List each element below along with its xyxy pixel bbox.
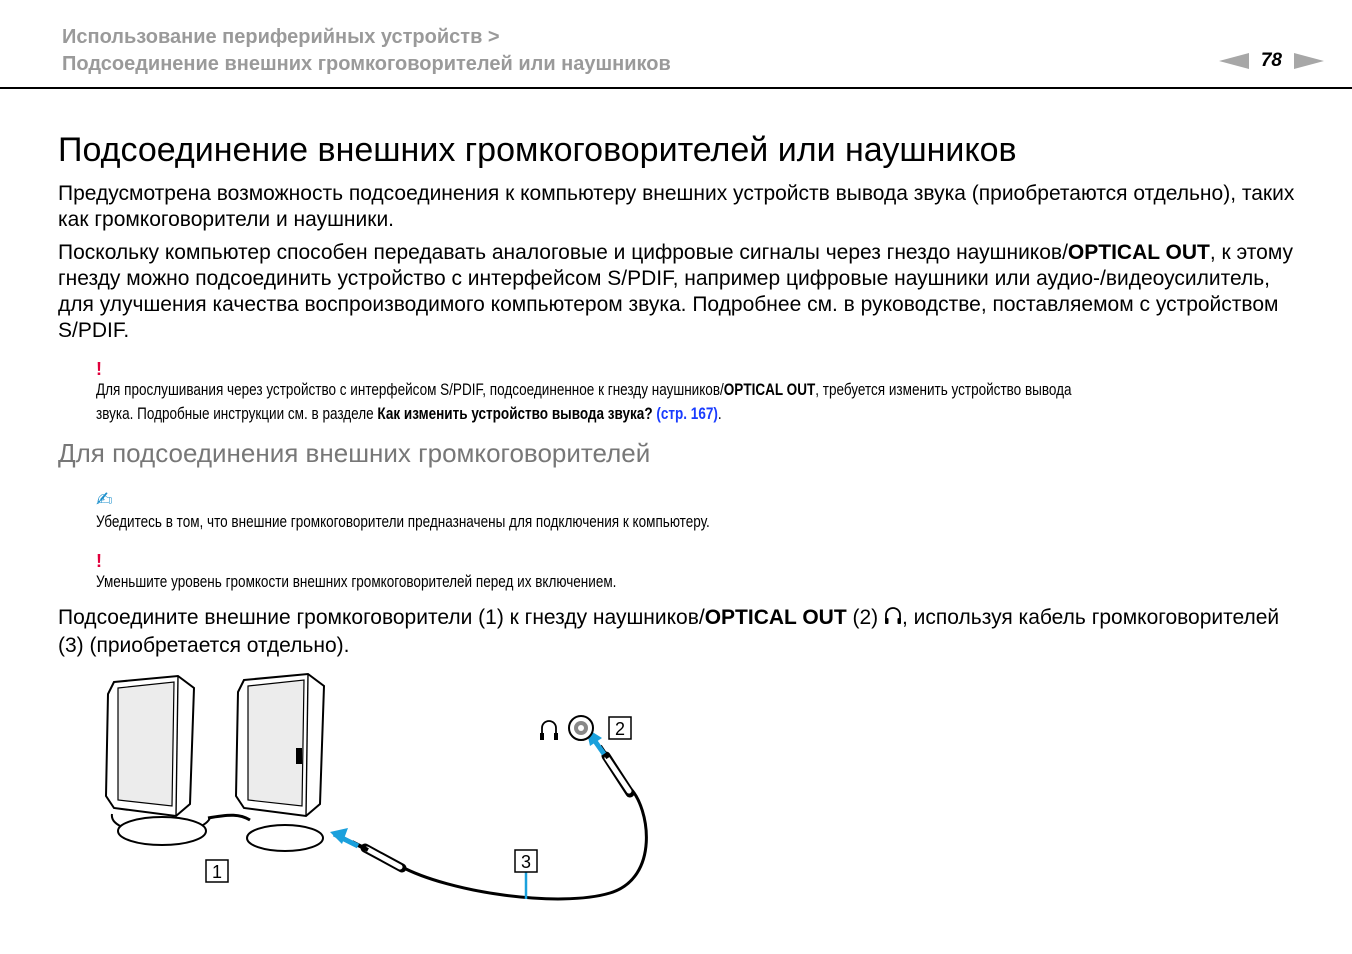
tip-note-text: Убедитесь в том, что внешние громкоговорители предназначены для подключения к компьютеру. bbox=[96, 513, 710, 531]
optical-out-label: OPTICAL OUT bbox=[704, 606, 847, 629]
page-title: Подсоединение внешних громкоговорителей или наушников bbox=[58, 131, 1017, 169]
speaker-cable bbox=[400, 788, 646, 899]
warning-note-line-2 bbox=[96, 402, 722, 426]
callout-2-label: 2 bbox=[614, 719, 626, 739]
callout-1-box bbox=[206, 860, 228, 882]
breadcrumb-line-1[interactable]: Использование периферийных устройств > bbox=[62, 26, 500, 48]
section-subheading: Для подсоединения внешних громкоговорителей bbox=[58, 438, 651, 468]
headphones-icon bbox=[884, 606, 902, 633]
pen-note-icon: ✍ bbox=[96, 489, 113, 511]
left-speaker-illustration bbox=[106, 676, 210, 845]
breadcrumb-line-2[interactable]: Подсоединение внешних громкоговорителей или наушников bbox=[62, 53, 671, 75]
previous-page-arrow-icon[interactable] bbox=[1219, 53, 1249, 69]
insert-arrow-left-icon bbox=[330, 828, 358, 846]
page-number: 78 bbox=[1260, 50, 1282, 71]
warning-note-line-1 bbox=[96, 378, 1072, 402]
spdif-text-1: Поскольку компьютер способен передавать аналоговые и цифровые сигналы через гнездо наушников/ bbox=[58, 241, 1068, 264]
callout-3-box bbox=[515, 850, 537, 872]
warning-note-spdif bbox=[96, 360, 1316, 426]
connect-text-2: (2) bbox=[846, 606, 885, 629]
warning-icon: ! bbox=[96, 551, 102, 571]
breadcrumb bbox=[62, 24, 1062, 78]
optical-out-label: OPTICAL OUT bbox=[1067, 241, 1210, 264]
note1-optical-out: OPTICAL OUT bbox=[723, 381, 816, 399]
callout-1-label: 1 bbox=[211, 862, 223, 882]
tip-note bbox=[96, 490, 1316, 534]
note1-section-title: Как изменить устройство вывода звука? bbox=[377, 405, 653, 423]
warning-note-volume bbox=[96, 552, 1316, 594]
connect-text-1: Подсоедините внешние громкоговорители (1) к гнезду наушников/ bbox=[58, 606, 705, 629]
intro-paragraph: Предусмотрена возможность подсоединения к компьютеру внешних устройств вывода звука (приобретаются отдельно), таких как громкоговорители и наушники. bbox=[58, 182, 1295, 231]
callout-2-box bbox=[609, 717, 631, 739]
next-page-arrow-icon[interactable] bbox=[1294, 53, 1324, 69]
connect-instruction bbox=[58, 605, 1308, 659]
callout-3-label: 3 bbox=[520, 852, 532, 872]
spdif-paragraph bbox=[58, 240, 1308, 344]
connect-text-3: , используя кабель громкоговорителей (3) (приобретается отдельно). bbox=[58, 606, 1280, 657]
optical-out-port bbox=[569, 716, 593, 740]
spdif-text-2: , к этому гнезду можно подсоединить устройство с интерфейсом S/PDIF, например цифровые наушники или аудио-/видеоусилитель, для улучшения качества воспроизводимого компьютером звука. Подробнее см. в руководстве, поставляемом с устройством S/PDIF. bbox=[58, 241, 1294, 342]
right-speaker-illustration bbox=[236, 674, 324, 851]
header-divider bbox=[0, 87, 1352, 89]
note1-text-a: Для прослушивания через устройство с интерфейсом S/PDIF, подсоединенное к гнезду наушников/ bbox=[96, 381, 724, 399]
volume-note-text: Уменьшите уровень громкости внешних громкоговорителей перед их включением. bbox=[96, 573, 617, 591]
connection-illustration bbox=[90, 668, 750, 908]
note1-text-d: . bbox=[717, 405, 722, 423]
left-cable-plug bbox=[352, 842, 402, 868]
note1-text-b: , требуется изменить устройство вывода bbox=[815, 381, 1072, 399]
note1-text-c: звука. Подробные инструкции см. в разделе bbox=[96, 405, 378, 423]
warning-icon: ! bbox=[96, 359, 102, 379]
headphones-jack-icon bbox=[540, 721, 558, 740]
page-link[interactable]: (стр. 167) bbox=[656, 405, 718, 423]
page-navigation bbox=[1219, 50, 1324, 72]
speaker-link-cable bbox=[208, 815, 250, 820]
